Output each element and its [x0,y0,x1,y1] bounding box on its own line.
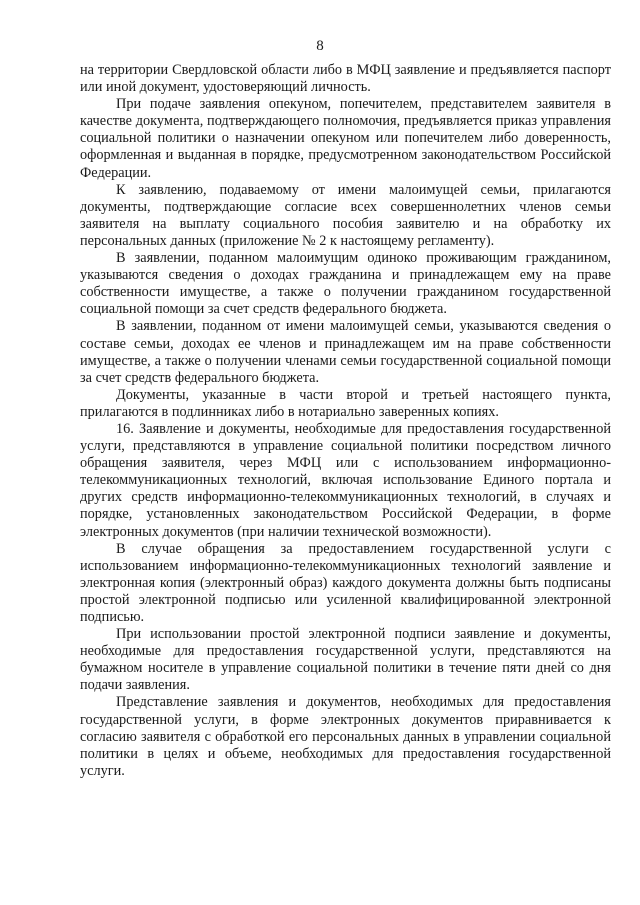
document-body [80,62,611,780]
paragraph-single-citizen-income: В заявлении, поданном малоимущим одиноко проживающим гражданином, указываются сведения о доходах гражданина и принадлежащем ему на праве собственности имуществе, а также о получении гражданином государственной социальной помощи за счет средств федерального бюджета. [80,250,611,318]
paragraph-simple-signature: При использовании простой электронной подписи заявление и документы, необходимые для предоставления государственной услуги, представляются на бумажном носителе в управление социальной политики в течение пяти дней со дня подачи заявления. [80,626,611,694]
paragraph-consent-processing: Представление заявления и документов, необходимых для предоставления государственной услуги, в форме электронных документов приравнивается к согласию заявителя с обработкой его персональных данных в управлении социальной политики в целях и объеме, необходимых для предоставления государственной услуги. [80,694,611,779]
paragraph-electronic-signature: В случае обращения за предоставлением государственной услуги с использованием информационно-телекоммуникационных технологий заявление и электронная копия (электронный образ) каждого документа должны быть подписаны простой электронной подписью или усиленной квалифицированной электронной подписью. [80,540,611,625]
paragraph-family-income: В заявлении, поданном от имени малоимущей семьи, указываются сведения о составе семьи, доходах ее членов и принадлежащем им на праве собственности имуществе, а также о получении членами семьи государственной социальной помощи за счет средств федерального бюджета. [80,318,611,386]
paragraph-continuation: на территории Свердловской области либо в МФЦ заявление и предъявляется паспорт или иной документ, удостоверяющий личность. [80,62,611,96]
paragraph-guardian-documents: При подаче заявления опекуном, попечителем, представителем заявителя в качестве документа, подтверждающего полномочия, предъявляется приказ управления социальной политики о назначении опекуном или попечителем либо доверенность, оформленная и выданная в порядке, предусмотренном законодательством Российской Федерации. [80,96,611,181]
paragraph-item-16: 16. Заявление и документы, необходимые для предоставления государственной услуги, представляются в управление социальной политики посредством личного обращения заявителя, через МФЦ или с использованием информационно-телекоммуникационных технологий, включая использование Единого портала и других средств информационно-телекоммуникационных технологий, в случаях и порядке, установленных законодательством Российской Федерации, в форме электронных документов (при наличии технической возможности). [80,420,611,540]
paragraph-originals-copies: Документы, указанные в части второй и третьей настоящего пункта, прилагаются в подлинниках либо в нотариально заверенных копиях. [80,386,611,420]
paragraph-family-consent: К заявлению, подаваемому от имени малоимущей семьи, прилагаются документы, подтверждающие согласие всех совершеннолетних членов семьи заявителя на выплату социального пособия заявителю и на обработку их персональных данных (приложение № 2 к настоящему регламенту). [80,181,611,249]
page-number: 8 [316,38,324,54]
